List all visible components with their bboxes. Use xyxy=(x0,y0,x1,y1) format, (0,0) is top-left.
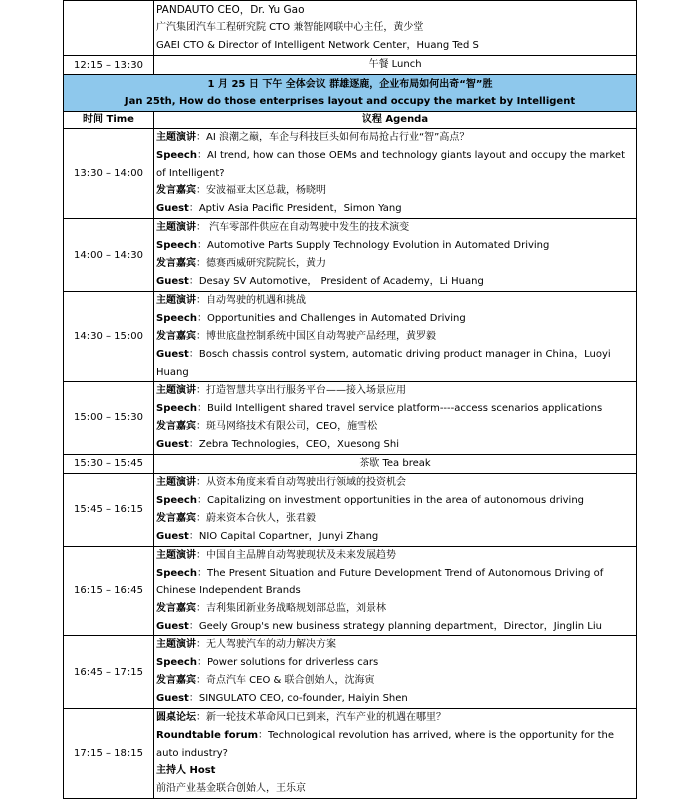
session-line xyxy=(156,182,634,200)
session-line xyxy=(156,237,634,255)
session-line-label: 主题演讲 xyxy=(156,476,196,488)
session-line xyxy=(156,600,634,618)
session-line xyxy=(156,492,634,510)
session-banner xyxy=(64,75,637,112)
table-header-row xyxy=(64,112,637,129)
session-details xyxy=(154,473,637,546)
agenda-sheet xyxy=(63,0,636,799)
session-line-label: 发言嘉宾 xyxy=(156,420,196,432)
session-line xyxy=(156,474,634,492)
session-line xyxy=(156,346,634,381)
session-row xyxy=(64,636,637,709)
header-agenda: 议程 Agenda xyxy=(154,112,637,129)
tea-break-row xyxy=(64,454,637,473)
session-line-text: ：新一轮技术革命风口已到来，汽车产业的机遇在哪里？ xyxy=(196,712,446,723)
session-line-text: ：安波福亚太区总裁，杨晓明 xyxy=(196,185,326,196)
session-line xyxy=(156,709,634,727)
session-line-text: ：Capitalizing on investment opportunities in the area of autonomous driving xyxy=(196,494,585,506)
session-line-text: ：自动驾驶的机遇和挑战 xyxy=(196,295,306,306)
session-line xyxy=(156,727,634,762)
session-details xyxy=(154,636,637,709)
session-details xyxy=(154,709,637,799)
session-line-label: 主持人 Host xyxy=(156,765,216,776)
session-line xyxy=(156,565,634,600)
session-line-label: Guest xyxy=(156,438,189,450)
session-line-label: Speech xyxy=(156,313,197,324)
session-line-text: ： 汽车零部件供应在自动驾驶中发生的技术演变 xyxy=(196,222,410,233)
session-line-text: ：NIO Capital Copartner，Junyi Zhang xyxy=(188,530,379,542)
session-time: 16:15 – 16:45 xyxy=(64,546,154,636)
session-line xyxy=(156,328,634,346)
session-line-label: Roundtable forum xyxy=(156,730,259,741)
session-row xyxy=(64,473,637,546)
session-time: 14:30 – 15:00 xyxy=(64,292,154,382)
session-line-text: ：AI 浪潮之巅，车企与科技巨头如何布局抢占行业“智”高点？ xyxy=(196,132,470,143)
session-details xyxy=(154,292,637,382)
session-time: 16:45 – 17:15 xyxy=(64,636,154,709)
session-line-text: ：蔚来资本合伙人，张君毅 xyxy=(196,512,316,524)
session-line xyxy=(156,436,634,454)
session-time: 14:00 – 14:30 xyxy=(64,219,154,292)
session-line xyxy=(156,618,634,636)
session-details xyxy=(154,129,637,219)
top-block-line: 广汽集团汽车工程研究院 CTO 兼智能网联中心主任，黄少堂 xyxy=(156,22,424,33)
session-line-label: Guest xyxy=(156,349,189,360)
session-line xyxy=(156,418,634,436)
session-line-text: ：Technological revolution has arrived, where is the opportunity for the auto industry? xyxy=(156,730,615,759)
session-line xyxy=(156,310,634,328)
lunch-label: 午餐 Lunch xyxy=(154,56,637,75)
top-block-content xyxy=(154,1,637,56)
top-block-row xyxy=(64,1,637,56)
session-line-text: ：The Present Situation and Future Development Trend of Autonomous Driving of Chinese Independent Brands xyxy=(156,567,604,596)
session-line-label: 发言嘉宾 xyxy=(156,675,196,686)
session-line xyxy=(156,780,634,798)
session-row xyxy=(64,292,637,382)
session-line-label: Speech xyxy=(156,657,197,668)
session-line-text: ：打造智慧共享出行服务平台——接入场景应用 xyxy=(196,385,406,396)
session-line-label: 主题演讲 xyxy=(156,549,196,561)
session-line-label: 主题演讲 xyxy=(156,222,196,233)
session-row xyxy=(64,219,637,292)
session-details xyxy=(154,546,637,636)
session-line-text: ：斑马网络技术有限公司，CEO，施雪松 xyxy=(196,420,378,432)
session-line-text: ：Automotive Parts Supply Technology Evolution in Automated Driving xyxy=(196,240,550,251)
session-line-text: ：Bosch chassis control system, automatic driving product manager in China，Luoyi Huang xyxy=(156,349,611,378)
session-line-text: ：Opportunities and Challenges in Automated Driving xyxy=(196,313,466,324)
session-line xyxy=(156,690,634,708)
banner-title-en: Jan 25th, How do those enterprises layout and occupy the market by Intelligent xyxy=(124,96,576,107)
session-line xyxy=(156,255,634,273)
session-line-label: Guest xyxy=(156,530,189,542)
session-line-label: 主题演讲 xyxy=(156,385,196,396)
session-line-label: 发言嘉宾 xyxy=(156,185,196,196)
session-line-text: ：Power solutions for driverless cars xyxy=(196,657,379,668)
session-line-text: ：SINGULATO CEO, co-founder, Haiyin Shen xyxy=(188,693,408,704)
session-line-text: ：从资本角度来看自动驾驶出行领域的投资机会 xyxy=(196,476,406,488)
session-line-label: Guest xyxy=(156,620,189,632)
banner-title-cn: 1 月 25 日 下午 全体会议 群雄逐鹿，企业布局如何出奇“智”胜 xyxy=(207,79,493,90)
session-line xyxy=(156,528,634,546)
session-line-label: Speech xyxy=(156,150,197,161)
session-line-text: ：Build Intelligent shared travel service platform----access scenarios applications xyxy=(196,403,603,414)
session-banner-row xyxy=(64,75,637,112)
session-line-text: ：无人驾驶汽车的动力解决方案 xyxy=(196,639,336,650)
session-line xyxy=(156,382,634,400)
session-row xyxy=(64,382,637,455)
session-line xyxy=(156,510,634,528)
top-block-line: PANDAUTO CEO，Dr. Yu Gao xyxy=(156,4,305,16)
session-line-text: ：Geely Group's new business strategy planning department，Director，Jinglin Liu xyxy=(188,620,602,632)
session-time: 15:45 – 16:15 xyxy=(64,473,154,546)
session-line-text: ：Aptiv Asia Pacific President，Simon Yang xyxy=(188,203,402,214)
session-line-text: ：德赛西威研究院院长，黄力 xyxy=(196,258,326,269)
session-time: 15:00 – 15:30 xyxy=(64,382,154,455)
session-line xyxy=(156,219,634,237)
session-time: 17:15 – 18:15 xyxy=(64,709,154,799)
tea-break-time: 15:30 – 15:45 xyxy=(64,454,154,473)
session-line-text: ：吉利集团新业务战略规划部总监，刘景林 xyxy=(196,602,386,614)
tea-break-label: 茶歇 Tea break xyxy=(154,454,637,473)
lunch-time: 12:15 – 13:30 xyxy=(64,56,154,75)
session-line-text: ：AI trend, how can those OEMs and technology giants layout and occupy the market of Intelligent? xyxy=(156,150,625,179)
lunch-row xyxy=(64,56,637,75)
session-line-text: ：博世底盘控制系统中国区自动驾驶产品经理，黄罗毅 xyxy=(196,331,436,342)
session-line xyxy=(156,672,634,690)
session-line-label: Speech xyxy=(156,567,197,579)
session-details xyxy=(154,382,637,455)
session-line-text: ：Zebra Technologies，CEO，Xuesong Shi xyxy=(188,438,400,450)
session-line-text: ：中国自主品牌自动驾驶现状及未来发展趋势 xyxy=(196,549,396,561)
session-line-label: 发言嘉宾 xyxy=(156,331,196,342)
session-line xyxy=(156,654,634,672)
session-line xyxy=(156,129,634,147)
session-line-label: 圆桌论坛 xyxy=(156,712,196,723)
session-line xyxy=(156,147,634,182)
session-time: 13:30 – 14:00 xyxy=(64,129,154,219)
session-line-label: Guest xyxy=(156,693,189,704)
session-line-label: 发言嘉宾 xyxy=(156,512,196,524)
session-line-text: ：奇点汽车 CEO & 联合创始人，沈海寅 xyxy=(196,675,375,686)
agenda-table xyxy=(63,0,637,799)
session-row xyxy=(64,709,637,799)
session-line-label: Speech xyxy=(156,403,197,414)
session-line-text: ：Desay SV Automotive， President of Academy，Li Huang xyxy=(188,276,484,287)
session-line xyxy=(156,200,634,218)
header-time: 时间 Time xyxy=(64,112,154,129)
top-block-time-cell xyxy=(64,1,154,56)
session-line xyxy=(156,400,634,418)
session-line xyxy=(156,636,634,654)
session-row xyxy=(64,546,637,636)
session-line-label: 主题演讲 xyxy=(156,132,196,143)
session-line-label: Guest xyxy=(156,203,189,214)
session-line xyxy=(156,762,634,780)
session-line-label: Speech xyxy=(156,494,197,506)
session-line-text: 前沿产业基金联合创始人，王乐京 xyxy=(156,783,306,794)
session-line-label: Speech xyxy=(156,240,197,251)
session-line-label: 发言嘉宾 xyxy=(156,602,196,614)
session-line-label: 发言嘉宾 xyxy=(156,258,196,269)
session-line-label: 主题演讲 xyxy=(156,639,196,650)
top-block-line: GAEI CTO & Director of Intelligent Network Center，Huang Ted S xyxy=(156,40,479,51)
session-line xyxy=(156,273,634,291)
session-line xyxy=(156,547,634,565)
session-row xyxy=(64,129,637,219)
session-line-label: 主题演讲 xyxy=(156,295,196,306)
session-line-label: Guest xyxy=(156,276,189,287)
session-line xyxy=(156,292,634,310)
session-details xyxy=(154,219,637,292)
